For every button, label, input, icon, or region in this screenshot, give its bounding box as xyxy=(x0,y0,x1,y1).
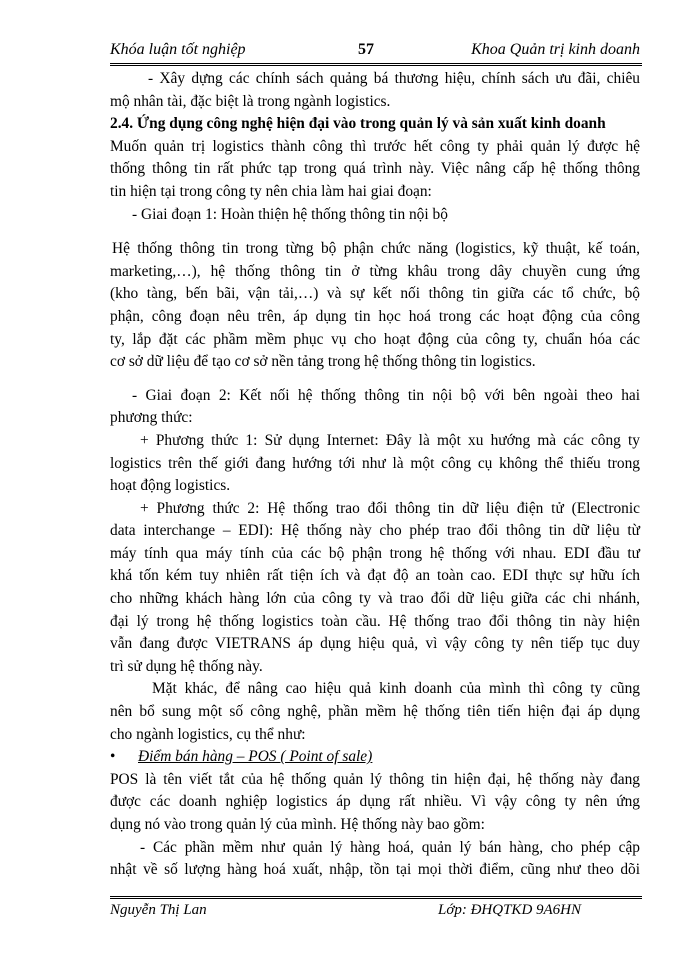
paragraph-line: phương thức: xyxy=(110,409,193,427)
bullet-icon: • xyxy=(110,748,116,766)
stage-2-item: - Giai đoạn 2: Kết nối hệ thống thông tin nội bộ với bên ngoài theo hai xyxy=(132,386,640,404)
paragraph-line: trì sử dụng hệ thống này. xyxy=(110,657,263,675)
paragraph-line: - Xây dựng các chính sách quảng bá thương hiệu, chính sách ưu đãi, chiêu xyxy=(148,70,640,87)
paragraph-line: máy tính qua máy tính của các bộ phận trong hệ thống với nhau. EDI đầu tư xyxy=(110,544,640,562)
paragraph-line: POS là tên viết tắt của hệ thống quản lý thông tin hiện đại, hệ thống này đang xyxy=(110,770,640,788)
paragraph-line: marketing,…), hệ thống thông tin ở từng khâu trong dây chuyền cung ứng xyxy=(110,262,640,280)
header-thesis-title: Khóa luận tốt nghiệp xyxy=(110,41,246,58)
paragraph-line: logistics trên thế giới đang hướng tới như là một công cụ không thể thiếu trong xyxy=(110,454,640,472)
footer-class: Lớp: ĐHQTKD 9A6HN xyxy=(438,902,582,918)
bullet-heading xyxy=(110,746,640,769)
spacer xyxy=(110,226,640,238)
method-2-item: + Phương thức 2: Hệ thống trao đổi thông tin dữ liệu điện tử (Electronic xyxy=(140,499,640,517)
page-number: 57 xyxy=(358,41,374,58)
paragraph-line: hoạt động logistics. xyxy=(110,477,231,495)
stage-1-item: - Giai đoạn 1: Hoàn thiện hệ thống thông tin nội bộ xyxy=(132,205,448,223)
paragraph-line: (kho tàng, bến bãi, vận tải,…) và sự kết nối thông tin giữa các tổ chức, bộ xyxy=(110,285,640,303)
paragraph-line: đại lý trong hệ thống logistics toàn cầu. Hệ thống trao đổi thông tin này hiện xyxy=(110,612,640,630)
paragraph-line: mộ nhân tài, đặc biệt là trong ngành logistics. xyxy=(110,92,391,110)
paragraph-line: vẫn đang được VIETRANS áp dụng hiệu quả, vì vậy công ty nên tiếp tục duy xyxy=(110,635,640,653)
paragraph-line: - Các phần mềm như quản lý hàng hoá, quản lý bán hàng, cho phép cập xyxy=(140,838,640,856)
paragraph-line: khá tốn kém tuy nhiên rất tiện ích và đạt độ an toàn cao. EDI thực sự hữu ích xyxy=(110,567,640,585)
paragraph-line: Mặt khác, để nâng cao hiệu quả kinh doanh của mình thì công ty cũng xyxy=(152,680,640,698)
paragraph-line: cho những khách hàng lớn của công ty và trao đổi dữ liệu giữa các chi nhánh, xyxy=(110,590,640,608)
paragraph-line: cơ sở dữ liệu để tạo cơ sở nền tảng trong hệ thống thông tin logistics. xyxy=(110,353,536,371)
paragraph-line: ty, lắp đặt các phầm mềm phục vụ cho hoạt động của công ty, chuẩn hóa các xyxy=(110,330,640,348)
page-footer xyxy=(110,902,640,924)
paragraph-line: data interchange – EDI): Hệ thống này cho phép trao đổi thông tin dữ liệu từ xyxy=(110,522,640,540)
header-faculty: Khoa Quản trị kinh doanh xyxy=(471,41,640,58)
paragraph-line: nhật về số lượng hàng hoá xuất, nhập, tồn tại mọi thời điểm, cũng như theo dõi xyxy=(110,861,640,879)
paragraph-line: tin hiện tại trong công ty nên chia làm hai giai đoạn: xyxy=(110,182,432,200)
footer-divider xyxy=(110,896,642,899)
paragraph-line: Hệ thống thông tin trong từng bộ phận chức năng (logistics, kỹ thuật, kế toán, xyxy=(112,240,640,258)
bullet-heading-text: Điểm bán hàng – POS ( Point of sale) xyxy=(138,748,373,766)
paragraph-line: được các doanh nghiệp logistics áp dụng rất nhiều. Vì vậy công ty nên ứng xyxy=(110,793,640,811)
paragraph-line: dụng nó vào trong quản lý của mình. Hệ thống này bao gồm: xyxy=(110,816,485,833)
paragraph-line: nên bổ sung một số công nghệ, phần mềm hệ thống tiên tiến hiện đại áp dụng xyxy=(110,703,640,721)
paragraph-line: Muốn quản trị logistics thành công thì trước hết công ty phải quản lý được hệ xyxy=(110,137,640,155)
spacer xyxy=(110,374,640,385)
paragraph-line: cho ngành logistics, cụ thể như: xyxy=(110,725,306,743)
section-heading: 2.4. Ứng dụng công nghệ hiện đại vào trong quản lý và sản xuất kinh doanh xyxy=(110,115,606,133)
paragraph-line: phận, công đoạn nêu trên, áp dụng tin học hoá trong các hoạt động của công xyxy=(110,307,640,325)
paragraph-line: thống thông tin rất phức tạp trong quá trình này. Việc nâng cấp hệ thống thông xyxy=(110,160,640,178)
method-1-item: + Phương thức 1: Sử dụng Internet: Đây là một xu hướng mà các công ty xyxy=(140,431,640,449)
document-body xyxy=(110,68,640,882)
page-header xyxy=(110,38,640,62)
header-divider xyxy=(110,63,642,66)
footer-author: Nguyễn Thị Lan xyxy=(110,902,207,918)
